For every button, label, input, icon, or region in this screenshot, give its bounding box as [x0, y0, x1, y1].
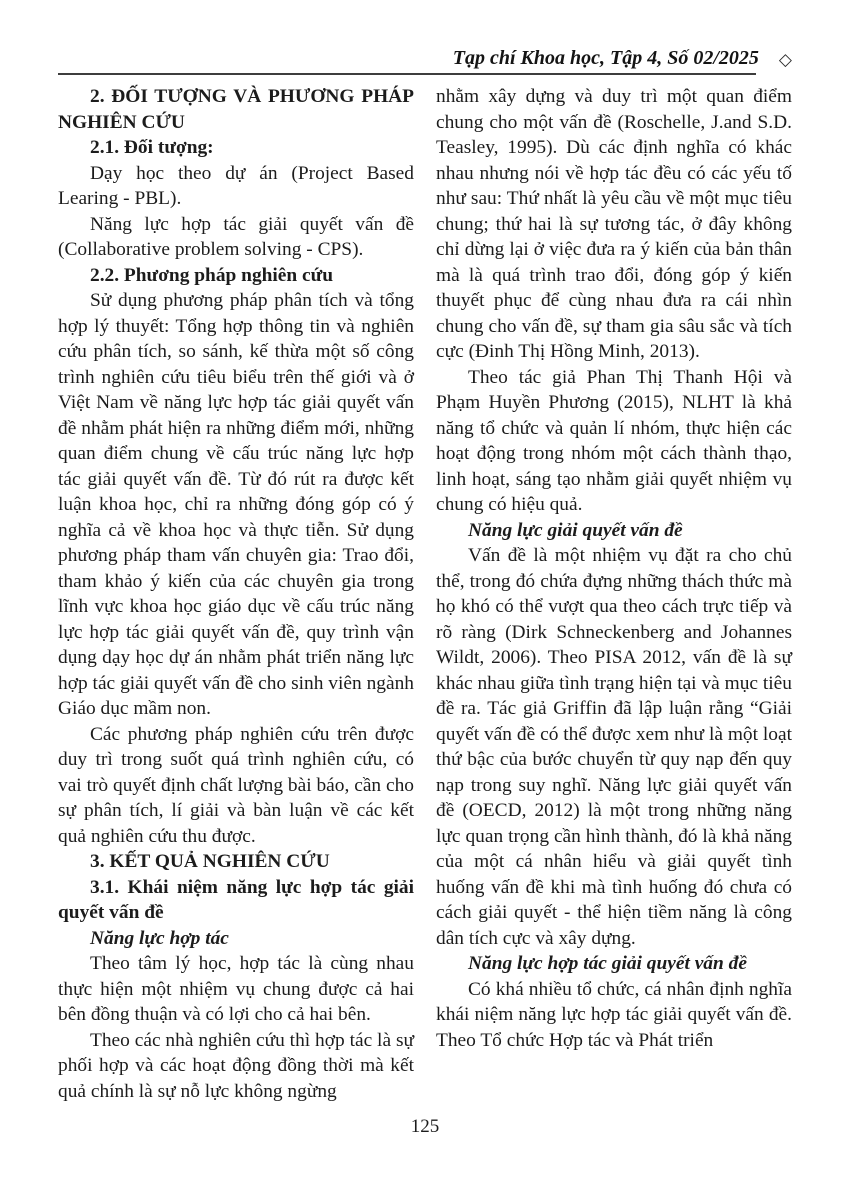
- paragraph: Theo các nhà nghiên cứu thì hợp tác là sự phối hợp và các hoạt động đồng thời mà kết quả chính là sự nỗ lực không ngừng: [58, 1029, 414, 1102]
- italic-subheading: Năng lực hợp tác giải quyết vấn đề: [468, 953, 747, 974]
- paragraph: Theo tâm lý học, hợp tác là cùng nhau thực hiện một nhiệm vụ chung được cả hai bên đồng thuận và có lợi cho cả hai bên.: [58, 953, 414, 1025]
- italic-subheading: Năng lực hợp tác: [90, 927, 229, 949]
- paragraph-continued: nhằm xây dựng và duy trì một quan điểm chung cho một vấn đề (Roschelle, J.and S.D. Teasley, 1995). Dù các định nghĩa có khác nhau nhưng nói về hợp tác đều có các yếu tố như sau: Thứ nhất là yêu cầu về một mục tiêu chung; thứ hai là sự tương tác, ở đây không chỉ dừng lại ở việc đưa ra ý kiến của bản thân mà là quá trình trao đổi, đóng góp ý kiến thuyết phục để cùng nhau đưa ra cái nhìn chung cho vấn đề, sự tham gia sâu sắc và tích cực (Đinh Thị Hồng Minh, 2013).: [436, 86, 792, 362]
- journal-title: Tạp chí Khoa học, Tập 4, Số 02/2025: [452, 47, 759, 69]
- header-rule: [58, 73, 756, 75]
- paragraph: Năng lực hợp tác giải quyết vấn đề (Collaborative problem solving - CPS).: [58, 213, 414, 260]
- diamond-icon: ◇: [778, 50, 792, 69]
- subsection-heading: 2.1. Đối tượng:: [90, 137, 214, 158]
- italic-subheading: Năng lực giải quyết vấn đề: [468, 519, 683, 541]
- subsection-heading: 3.1. Khái niệm năng lực hợp tác giải quyết vấn đề: [58, 876, 414, 923]
- page-number: 125: [410, 1116, 440, 1137]
- paragraph: Các phương pháp nghiên cứu trên được duy trì trong suốt quá trình nghiên cứu, có vai trò quyết định chất lượng bài báo, cần cho sự phân tích, lí giải và bàn luận về các kết quả nghiên cứu thu được.: [58, 723, 414, 847]
- section-heading: 3. KẾT QUẢ NGHIÊN CỨU: [90, 851, 330, 872]
- paragraph: Có khá nhiều tổ chức, cá nhân định nghĩa khái niệm năng lực hợp tác giải quyết vấn đề. Theo Tổ chức Hợp tác và Phát triển: [436, 978, 792, 1051]
- page-header: [58, 46, 792, 75]
- article-body: [58, 84, 792, 1104]
- section-heading: 2. ĐỐI TƯỢNG VÀ PHƯƠNG PHÁP NGHIÊN CỨU: [58, 86, 414, 133]
- page-footer: [0, 1116, 850, 1138]
- right-column: [436, 84, 792, 1104]
- paragraph: Theo tác giả Phan Thị Thanh Hội và Phạm Huyền Phương (2015), NLHT là khả năng tổ chức và quản lí nhóm, thực hiện các hoạt động trong nhóm một cách thành thạo, linh hoạt, sáng tạo nhằm giải quyết nhiệm vụ chung có hiệu quả.: [436, 366, 792, 515]
- paragraph: Vấn đề là một nhiệm vụ đặt ra cho chủ thể, trong đó chứa đựng những thách thức mà họ khó có thể vượt qua theo cách trực tiếp và rõ ràng (Dirk Schneckenberg and Johannes Wildt, 2006). Theo PISA 2012, vấn đề là sự khác nhau giữa tình trạng hiện tại và mục tiêu đề ra. Tác giả Griffin đã lập luận rằng “Giải quyết vấn đề có thể được xem như là một loạt thứ bậc của bước chuyển từ quy nạp đến quy nạp trong suy nghĩ. Năng lực giải quyết vấn đề (OECD, 2012) là một trong những năng lực quan trọng cần hình thành, đó là khả năng của một cá nhân hiểu và giải quyết tình huống vấn đề khi mà tình huống đó chưa có cách giải quyết - thể hiện tiềm năng là công dân tích cực và xây dựng.: [436, 545, 792, 949]
- subsection-heading: 2.2. Phương pháp nghiên cứu: [90, 264, 334, 286]
- left-column: [58, 84, 414, 1104]
- paragraph: Dạy học theo dự án (Project Based Learing - PBL).: [58, 162, 414, 209]
- paragraph: Sử dụng phương pháp phân tích và tổng hợp lý thuyết: Tổng hợp thông tin và nghiên cứu phân tích, so sánh, kế thừa một số công trình nghiên cứu tiêu biểu trên thế giới và ở Việt Nam về năng lực hợp tác giải quyết vấn đề nhằm phát hiện ra những điểm mới, những quan điểm chung về cấu trúc năng lực hợp tác giải quyết vấn đề. Từ đó rút ra được kết luận khoa học, chỉ ra những đóng góp có ý nghĩa cả về khoa học và thực tiễn. Sử dụng phương pháp tham vấn chuyên gia: Trao đổi, tham khảo ý kiến của các chuyên gia trong lĩnh vực khoa học giáo dục về cấu trúc năng lực hợp tác giải quyết vấn đề, quy trình vận dụng dạy học dự án nhằm phát triển năng lực hợp tác giải quyết vấn đề cho sinh viên ngành Giáo dục mầm non.: [58, 290, 414, 719]
